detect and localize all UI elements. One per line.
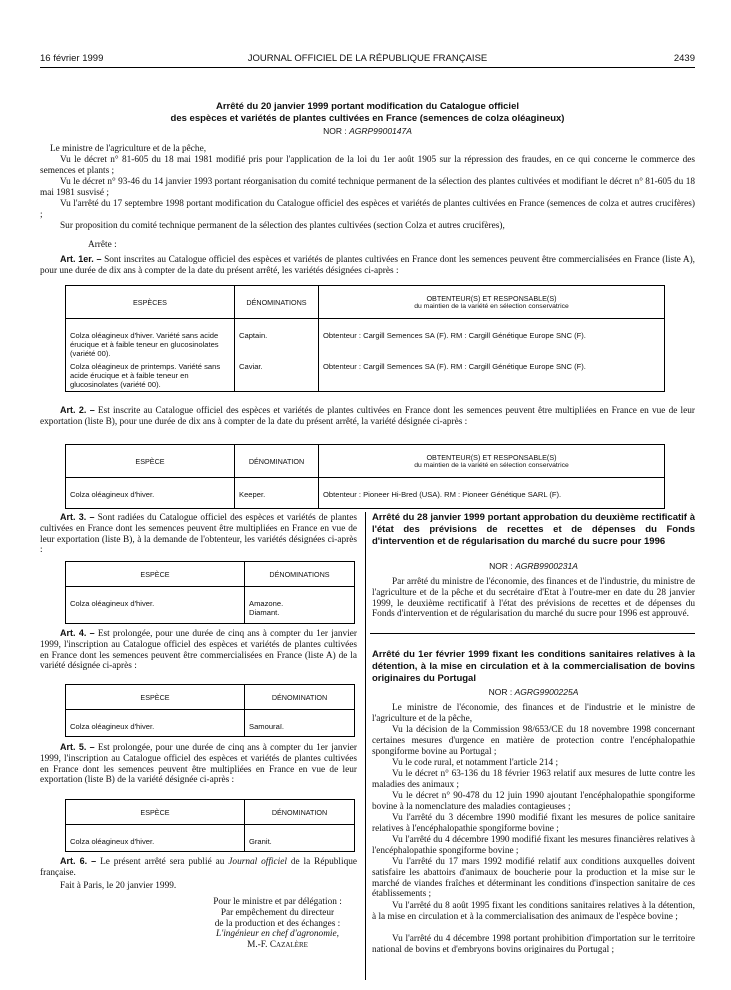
arrete1-art5 (40, 742, 357, 786)
arrete3-para-8: Vu l'arrêté du 8 août 1995 fixant les conditions sanitaires relatives à la détention, à la mise en circulation et à la commercialisation des animaux de l'espèce bovine ; (372, 901, 695, 922)
t1-header-obtenteurs-sub: du maintien de la variété en sélection conservatrice (414, 303, 569, 310)
nor-label: NOR : (489, 561, 513, 571)
arrete3-para-3: Vu le décret n° 63-136 du 18 février 1963 relatif aux mesures de lutte contre les maladies des animaux ; (372, 769, 695, 790)
art1-text: Sont inscrites au Catalogue officiel des espèces et variétés de plantes cultivées en France dont les semences peuvent être commercialisées en France (liste A), pour une durée de dix ans à compter de la date du présent arrêté, les variétés désignées ci-après : (40, 255, 695, 276)
t2-header-denomination: DÉNOMINATION (235, 445, 319, 478)
signature-line-2: Par empêchement du directeur (220, 907, 335, 918)
t4-header-denomination: DÉNOMINATION (245, 685, 355, 710)
page-header (40, 53, 695, 67)
t5-header-denomination: DÉNOMINATION (245, 800, 355, 825)
t3-header-denominations: DÉNOMINATIONS (245, 562, 355, 587)
signature-title: L'ingénieur en chef d'agronomie, (216, 929, 339, 940)
column-divider (365, 512, 366, 980)
table-art2 (65, 444, 665, 509)
nor-label: NOR : (488, 687, 513, 697)
nor-code: AGRG9900225A (514, 687, 579, 697)
t1-row1-obtenteur: Obtenteur : Cargill Semences SA (F). RM : Cargill Génétique Europe SNC (F). (319, 360, 665, 392)
header-rule (40, 67, 695, 68)
t1-row1-denomination: Caviar. (235, 360, 319, 392)
arrete1-para-5: Arrête : (88, 240, 117, 250)
header-journal: JOURNAL OFFICIEL DE LA RÉPUBLIQUE FRANÇAISE (247, 53, 488, 64)
arrete3-para-4: Vu le décret n° 90-478 du 12 juin 1990 ajoutant l'encéphalopathie spongiforme bovine à la nomenclature des maladies contagieuses ; (372, 791, 695, 812)
t3-header-espece: ESPÈCE (66, 562, 245, 587)
table-row (66, 488, 665, 509)
t2-header-obtenteurs-main: OBTENTEUR(S) ET RESPONSABLE(S) (426, 453, 557, 462)
arrete3-title: Arrêté du 1er février 1999 fixant les conditions sanitaires relatives à la détention, à la mise en circulation et à la commercialisation de bovins originaires du Portugal (372, 649, 695, 684)
t3-denomination-2: Diamant. (249, 608, 280, 617)
arrete2-title: Arrêté du 28 janvier 1999 portant approbation du deuxième rectificatif à l'état des prévisions de recettes et de dépenses du Fonds d'intervention et de régularisation du marché du sucre pour 1996 (372, 512, 695, 547)
art2-text: Est inscrite au Catalogue officiel des espèces et variétés de plantes cultivées en France dont les semences peuvent être multipliées en France en vue de leur exportation (liste B), pour une durée de dix ans à compter de la date du présent arrêté, la variété désignée ci-après : (40, 406, 695, 427)
table-art5 (65, 799, 355, 852)
signature-line-3: de la production et des échanges : (214, 918, 341, 929)
arrete1-art4 (40, 628, 357, 672)
arrete2-text: Par arrêté du ministre de l'économie, des finances et de l'industrie, du ministre de l'agriculture et de la pêche et du secrétaire d'Etat à l'outre-mer en date du 28 janvier 1999, le deuxième rectificatif à l'état des prévisions de recettes et de dépenses du Fonds d'intervention et de régularisation du marché du sucre pour 1996 est approuvé. (372, 577, 695, 620)
arrete1-para-0: Le ministre de l'agriculture et de la pêche, (50, 144, 207, 154)
signature-block (190, 897, 365, 951)
arrete1-para-1: Vu le décret n° 81-605 du 18 mai 1981 modifié pris pour l'application de la loi du 1er août 1905 sur la répression des fraudes, en ce qui concerne le commerce des semences et plants ; (40, 155, 695, 176)
t2-header-espece: ESPÈCE (66, 445, 235, 478)
arrete1-para-2: Vu le décret n° 93-46 du 14 janvier 1993 portant réorganisation du comité technique permanent de la sélection des plantes cultivées et modifiant le décret n° 81-605 du 18 mai 1981 susvisé ; (40, 177, 695, 198)
nor-code: AGRB9900231A (515, 561, 578, 571)
header-date: 16 février 1999 (40, 53, 104, 64)
art3-text: Sont radiées du Catalogue officiel des espèces et variétés de plantes cultivées en France dont les semences peuvent être multipliées en France en vue de leur exportation (liste B), à la demande de l'obtenteur, les variétés désignées ci-après : (40, 513, 357, 556)
table-row (66, 720, 355, 737)
arrete3-para-9: Vu l'arrêté du 4 décembre 1998 portant prohibition d'importation sur le territoire national de bovins et d'embryons bovins originaires du Portugal ; (372, 934, 695, 955)
arrete1-art1 (40, 254, 695, 277)
art3-label: Art. 3. – (60, 512, 95, 522)
t1-row0-obtenteur: Obtenteur : Cargill Semences SA (F). RM : Cargill Génétique Europe SNC (F). (319, 329, 665, 360)
arrete3-para-7: Vu l'arrêté du 17 mars 1992 modifié relatif aux conditions auxquelles doivent satisfaire les abattoirs d'animaux de boucherie pour la production et la mise sur le marché de viandes fraîches et déterminant les conditions d'inspection sanitaire de ces établissements ; (372, 857, 695, 900)
nor-label: NOR : (323, 126, 347, 136)
arrete1-fait: Fait à Paris, le 20 janvier 1999. (60, 881, 177, 891)
arrete3-para-1: Vu la décision de la Commission 98/653/CE du 18 novembre 1998 concernant certaines mesures d'urgence en matière de protection contre l'encéphalopathie spongiforme bovine au Portugal ; (372, 725, 695, 757)
t4-denomination: Samouraï. (245, 720, 355, 737)
arrete2-nor (372, 561, 695, 571)
t2-denomination: Keeper. (235, 488, 319, 509)
nor-code: AGRP9900147A (349, 126, 412, 136)
table-row (66, 360, 665, 392)
arrete1-art3 (40, 512, 357, 556)
table-art1 (65, 285, 665, 392)
arrete3-para-6: Vu l'arrêté du 4 décembre 1990 modifié fixant les mesures financières relatives à l'encéphalopathie spongiforme bovine ; (372, 835, 695, 856)
arrete1-art2 (40, 405, 695, 428)
t5-denomination: Granit. (245, 835, 355, 852)
t2-obtenteur: Obtenteur : Pioneer Hi-Bred (USA). RM : Pioneer Génétique SARL (F). (319, 488, 665, 509)
art6-text-journal: Journal officiel (228, 857, 287, 867)
t3-espece: Colza oléagineux d'hiver. (66, 597, 245, 624)
art2-label: Art. 2. – (60, 405, 95, 415)
t1-header-obtenteurs-main: OBTENTEUR(S) ET RESPONSABLE(S) (426, 294, 557, 303)
arrete1-art6 (40, 856, 357, 879)
table-row (66, 329, 665, 360)
arrete1-nor (40, 126, 695, 136)
t5-espece: Colza oléagineux d'hiver. (66, 835, 245, 852)
art6-text-c: de la République française. (40, 857, 358, 878)
arrete3-para-0: Le ministre de l'économie, des finances et de l'industrie et le ministre de l'agriculture et de la pêche, (372, 703, 695, 724)
t3-denomination-1: Amazone. (249, 599, 284, 608)
arrete3-para-2: Vu le code rural, et notamment l'article 214 ; (392, 758, 559, 768)
table-art4 (65, 684, 355, 737)
t4-espece: Colza oléagineux d'hiver. (66, 720, 245, 737)
section-rule (370, 633, 695, 634)
signature-line-1: Pour le ministre et par délégation : (213, 897, 342, 907)
arrete3-nor (372, 687, 695, 697)
table-row (66, 835, 355, 852)
t1-header-especes: ESPÈCES (66, 286, 235, 319)
art1-label: Art. 1er. – (60, 254, 102, 264)
t1-header-obtenteurs (319, 286, 665, 319)
arrete1-title-line1: Arrêté du 20 janvier 1999 portant modification du Catalogue officiel (215, 101, 519, 112)
art4-label: Art. 4. – (60, 628, 95, 638)
art6-label: Art. 6. – (60, 856, 97, 866)
t2-espece: Colza oléagineux d'hiver. (66, 488, 235, 509)
signature-name: M.-F. Cazalère (247, 940, 308, 951)
t1-row0-denomination: Captain. (235, 329, 319, 360)
arrete1-para-4: Sur proposition du comité technique permanent de la sélection des plantes cultivées (section Colza et autres crucifères), (60, 221, 505, 231)
table-row (66, 597, 355, 624)
arrete1-para-3: Vu l'arrêté du 17 septembre 1998 portant modification du Catalogue officiel des espèces et variétés de plantes cultivées en France (semences de colza et autres crucifères) ; (40, 199, 695, 220)
t2-header-obtenteurs-sub: du maintien de la variété en sélection conservatrice (414, 462, 569, 469)
t5-header-espece: ESPÈCE (66, 800, 245, 825)
t2-header-obtenteurs (319, 445, 665, 478)
art5-label: Art. 5. – (60, 742, 95, 752)
arrete1-title-line2: des espèces et variétés de plantes cultivées en France (semences de colza oléagineux) (170, 113, 565, 124)
arrete3-para-5: Vu l'arrêté du 3 décembre 1990 modifié fixant les mesures de police sanitaire relatives à l'encéphalopathie spongiforme bovine ; (372, 813, 695, 834)
t1-header-denominations: DÉNOMINATIONS (235, 286, 319, 319)
art5-text: Est prolongée, pour une durée de cinq ans à compter du 1er janvier 1999, l'inscription au Catalogue officiel des espèces et variétés de plantes cultivées en France dont les semences peuvent être multipliées en France en vue de leur exportation (liste B) de la variété désignée ci-après : (40, 743, 358, 786)
art4-text: Est prolongée, pour une durée de cinq ans à compter du 1er janvier 1999, l'inscription au Catalogue officiel des espèces et variétés de plantes cultivées en France dont les semences peuvent être commercialisées en France (liste A) de la variété désignée ci-après : (40, 629, 358, 672)
art6-text-a: Le présent arrêté sera publié au (100, 857, 229, 867)
t3-denominations (245, 597, 355, 624)
table-art3 (65, 561, 355, 624)
t4-header-espece: ESPÈCE (66, 685, 245, 710)
header-page-number: 2439 (673, 53, 695, 64)
arrete1-title (40, 101, 695, 125)
t1-row1-espece: Colza oléagineux de printemps. Variété sans acide érucique et à faible teneur en glucosinolates (variété 00). (66, 360, 235, 392)
t1-row0-espece: Colza oléagineux d'hiver. Variété sans acide érucique et à faible teneur en glucosinolates (variété 00). (66, 329, 235, 360)
